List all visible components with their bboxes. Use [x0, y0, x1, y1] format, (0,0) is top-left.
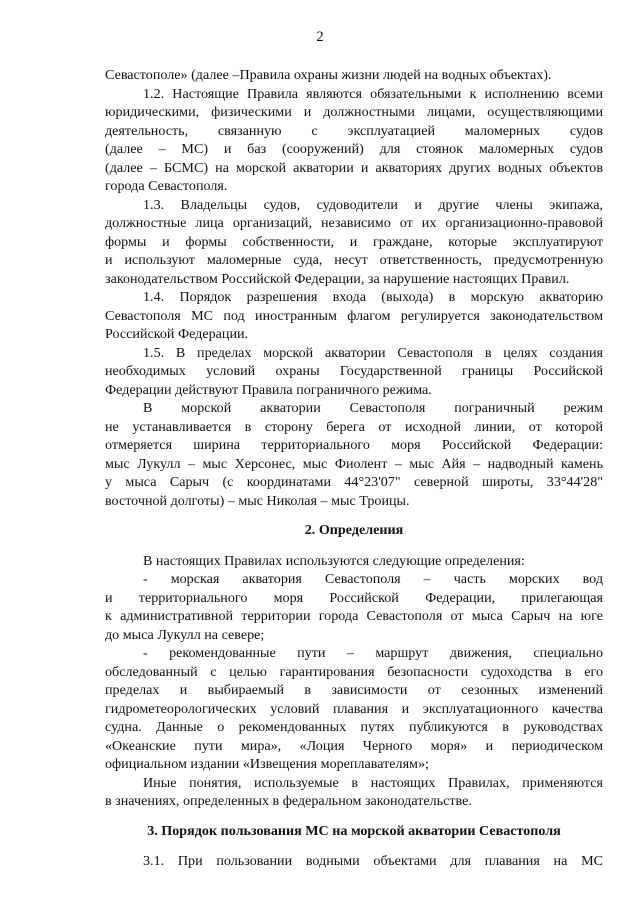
text-line: пределах и выбираемый в зависимости от сезонных изменений — [105, 682, 603, 698]
text-line: Федерации действуют Правила пограничного режима. — [105, 382, 432, 398]
text-line: города Севастополя. — [105, 178, 228, 194]
text-line: - морская акватория Севастополя – часть морских вод — [143, 571, 603, 587]
section-heading: 3. Порядок пользования МС на морской акватории Севастополя — [147, 823, 561, 839]
text-line: «Океанские пути мира», «Лоция Черного моря» и периодическом — [105, 738, 603, 754]
text-line: 1.4. Порядок разрешения входа (выхода) в морскую акваторию — [143, 289, 603, 305]
text-line: В настоящих Правилах используются следующие определения: — [143, 553, 525, 569]
text-line: у мыса Сарыч (с координатами 44°23'07" северной широты, 33°44'28" — [105, 474, 603, 490]
text-line: деятельность, связанную с эксплуатацией маломерных судов — [105, 123, 603, 139]
text-line: и используют маломерные суда, несут ответственность, предусмотренную — [105, 252, 603, 268]
text-line: 3.1. При пользовании водными объектами для плавания на МС — [143, 853, 603, 869]
text-line: официальном издании «Извещения мореплавателям»; — [105, 756, 429, 772]
section-heading: 2. Определения — [304, 522, 404, 538]
text-line: обследованный с целью гарантирования безопасности судоходства в его — [105, 664, 603, 680]
text-line: судна. Данные о рекомендованных путях публикуются в руководствах — [105, 719, 603, 735]
text-line: (далее – МС) и баз (сооружений) для стоянок маломерных судов — [105, 141, 603, 157]
text-line: к административной территории города Севастополя от мыса Сарыч на юге — [105, 608, 603, 624]
text-line: в значениях, определенных в федеральном законодательстве. — [105, 793, 472, 809]
text-line: 1.2. Настоящие Правила являются обязательными к исполнению всеми — [143, 86, 603, 102]
text-line: законодательством Российской Федерации, за нарушение настоящих Правил. — [105, 271, 570, 287]
text-line: формы и формы собственности, и граждане, которые эксплуатируют — [105, 234, 603, 250]
text-line: отмеряется ширина территориального моря Российской Федерации: — [105, 437, 603, 453]
text-line: Иные понятия, используемые в настоящих Правилах, применяются — [143, 775, 603, 791]
text-line: Российской Федерации. — [105, 326, 249, 342]
text-line: восточной долготы) – мыс Николая – мыс Троицы. — [105, 493, 410, 509]
text-line: и территориального моря Российской Федерации, прилегающая — [105, 590, 603, 606]
text-line: Севастополе» (далее –Правила охраны жизни людей на водных объектах). — [105, 67, 552, 83]
text-line: юридическими, физическими и должностными лицами, осуществляющими — [105, 104, 603, 120]
text-line: В морской акватории Севастополя пограничный режим — [143, 400, 603, 416]
text-line: до мыса Лукулл на севере; — [105, 627, 265, 643]
text-line: необходимых условий охраны Государственной границы Российской — [105, 363, 603, 379]
text-line: - рекомендованные пути – маршрут движения, специально — [143, 645, 603, 661]
text-line: должностные лица организаций, независимо от их организационно-правовой — [105, 215, 603, 231]
text-line: Севастополя МС под иностранным флагом регулируется законодательством — [105, 308, 603, 324]
text-line: гидрометеорологических условий плавания и эксплуатационного качества — [105, 701, 603, 717]
text-line: 1.3. Владельцы судов, судоводители и другие члены экипажа, — [143, 197, 603, 213]
text-line: мыс Лукулл – мыс Херсонес, мыс Фиолент – мыс Айя – надводный камень — [105, 456, 603, 472]
text-line: не устанавливается в сторону берега от исходной линии, от которой — [105, 419, 603, 435]
text-line: 1.5. В пределах морской акватории Севастополя в целях создания — [143, 345, 603, 361]
text-line: (далее – БСМС) на морской акватории и акваториях других водных объектов — [105, 160, 603, 176]
page-number: 2 — [316, 29, 324, 45]
